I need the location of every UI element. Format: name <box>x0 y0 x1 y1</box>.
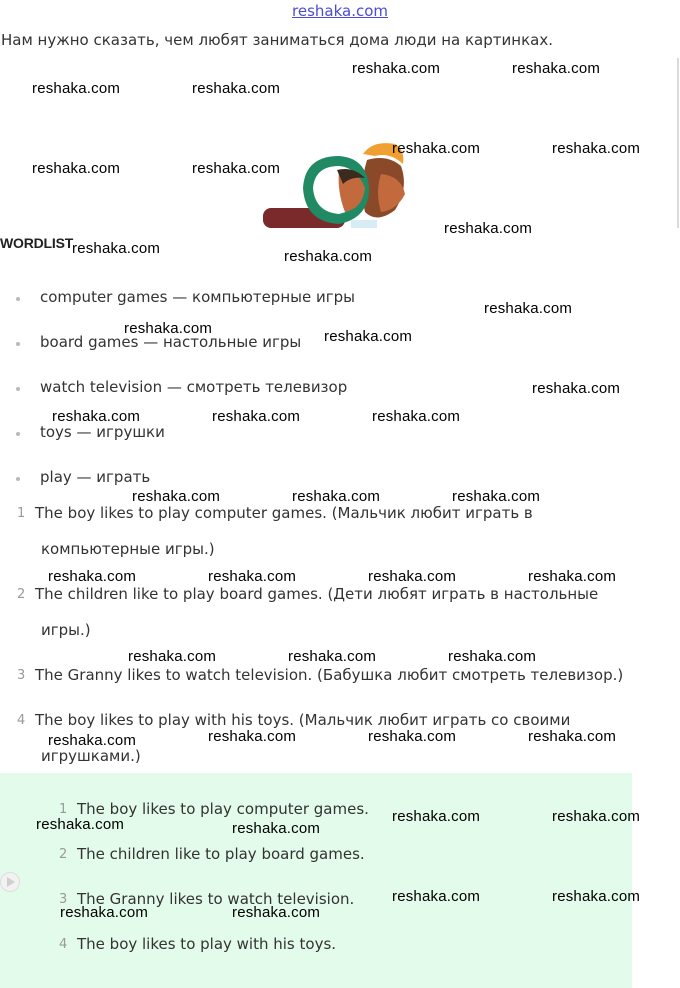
wordlist-heading: WORDLIST <box>0 235 74 251</box>
watermark: reshaka.com <box>484 300 573 317</box>
watermark: reshaka.com <box>368 728 457 745</box>
watermark: reshaka.com <box>192 160 281 177</box>
watermark: reshaka.com <box>512 60 601 77</box>
watermark: reshaka.com <box>212 408 301 425</box>
answer-line: The Granny likes to watch television. (Бабушка любит смотреть телевизор.) <box>35 666 624 684</box>
bullet-dot-icon <box>16 432 20 436</box>
summary-number: 4 <box>59 937 68 952</box>
bullet-dot-icon <box>16 297 20 301</box>
watermark: reshaka.com <box>32 80 121 97</box>
watermark: reshaka.com <box>552 140 641 157</box>
watermark: reshaka.com <box>284 248 373 265</box>
watermark: reshaka.com <box>444 220 533 237</box>
watermark: reshaka.com <box>124 320 213 337</box>
summary-number: 2 <box>59 847 68 862</box>
intro-text: Нам нужно сказать, чем любят заниматься дома люди на картинках. <box>1 31 553 49</box>
watermark: reshaka.com <box>128 648 217 665</box>
wordlist-item-text: play — играть <box>40 468 151 486</box>
watermark: reshaka.com <box>452 488 541 505</box>
watermark: reshaka.com <box>352 60 441 77</box>
wordlist-item-text: board games — настольные игры <box>40 333 302 351</box>
watermark: reshaka.com <box>52 408 141 425</box>
wordlist-item-text: computer games — компьютерные игры <box>40 288 355 306</box>
watermark: reshaka.com <box>448 648 537 665</box>
watermark: reshaka.com <box>60 904 149 921</box>
watermark: reshaka.com <box>532 380 621 397</box>
watermark: reshaka.com <box>372 408 461 425</box>
watermark: reshaka.com <box>48 568 137 585</box>
answer-number: 4 <box>17 713 26 728</box>
summary-line: The boy likes to play with his toys. <box>77 935 337 953</box>
wordlist-item-text: watch television — смотреть телевизор <box>40 378 348 396</box>
watermark: reshaka.com <box>528 568 617 585</box>
watermark: reshaka.com <box>324 328 413 345</box>
answer-line: The children like to play board games. (Дети любят играть в настольные <box>35 585 599 603</box>
answer-number: 3 <box>17 668 26 683</box>
summary-line: The Granny likes to watch television. <box>77 890 355 908</box>
wordlist-item-text: toys — игрушки <box>40 423 165 441</box>
watermark: reshaka.com <box>368 568 457 585</box>
bullet-dot-icon <box>16 342 20 346</box>
watermark: reshaka.com <box>552 808 641 825</box>
bullet-dot-icon <box>16 387 20 391</box>
watermark: reshaka.com <box>392 140 481 157</box>
watermark: reshaka.com <box>132 488 221 505</box>
watermark: reshaka.com <box>36 816 125 833</box>
answer-number: 1 <box>17 506 26 521</box>
watermark: reshaka.com <box>288 648 377 665</box>
watermark: reshaka.com <box>528 728 617 745</box>
play-icon[interactable] <box>0 872 20 892</box>
watermark: reshaka.com <box>72 240 161 257</box>
illustration-children <box>255 140 415 230</box>
summary-number: 1 <box>59 802 68 817</box>
answer-line: The boy likes to play with his toys. (Мальчик любит играть со своими <box>35 711 571 729</box>
answer-line: игры.) <box>41 621 91 639</box>
watermark: reshaka.com <box>392 808 481 825</box>
watermark: reshaka.com <box>208 568 297 585</box>
site-link[interactable]: reshaka.com <box>292 2 388 20</box>
watermark: reshaka.com <box>232 820 321 837</box>
watermark: reshaka.com <box>32 160 121 177</box>
watermark: reshaka.com <box>552 888 641 905</box>
watermark: reshaka.com <box>192 80 281 97</box>
scrollbar-track[interactable] <box>677 58 679 228</box>
watermark: reshaka.com <box>208 728 297 745</box>
summary-number: 3 <box>59 892 68 907</box>
answer-line: компьютерные игры.) <box>41 540 215 558</box>
watermark: reshaka.com <box>392 888 481 905</box>
watermark: reshaka.com <box>48 732 137 749</box>
watermark: reshaka.com <box>292 488 381 505</box>
answer-number: 2 <box>17 587 26 602</box>
answer-line: The boy likes to play computer games. (Мальчик любит играть в <box>35 504 533 522</box>
shirt-collar <box>351 220 377 228</box>
summary-line: The children like to play board games. <box>77 845 365 863</box>
answer-line: игрушками.) <box>41 747 141 765</box>
bullet-dot-icon <box>16 477 20 481</box>
watermark: reshaka.com <box>232 904 321 921</box>
summary-line: The boy likes to play computer games. <box>77 800 369 818</box>
